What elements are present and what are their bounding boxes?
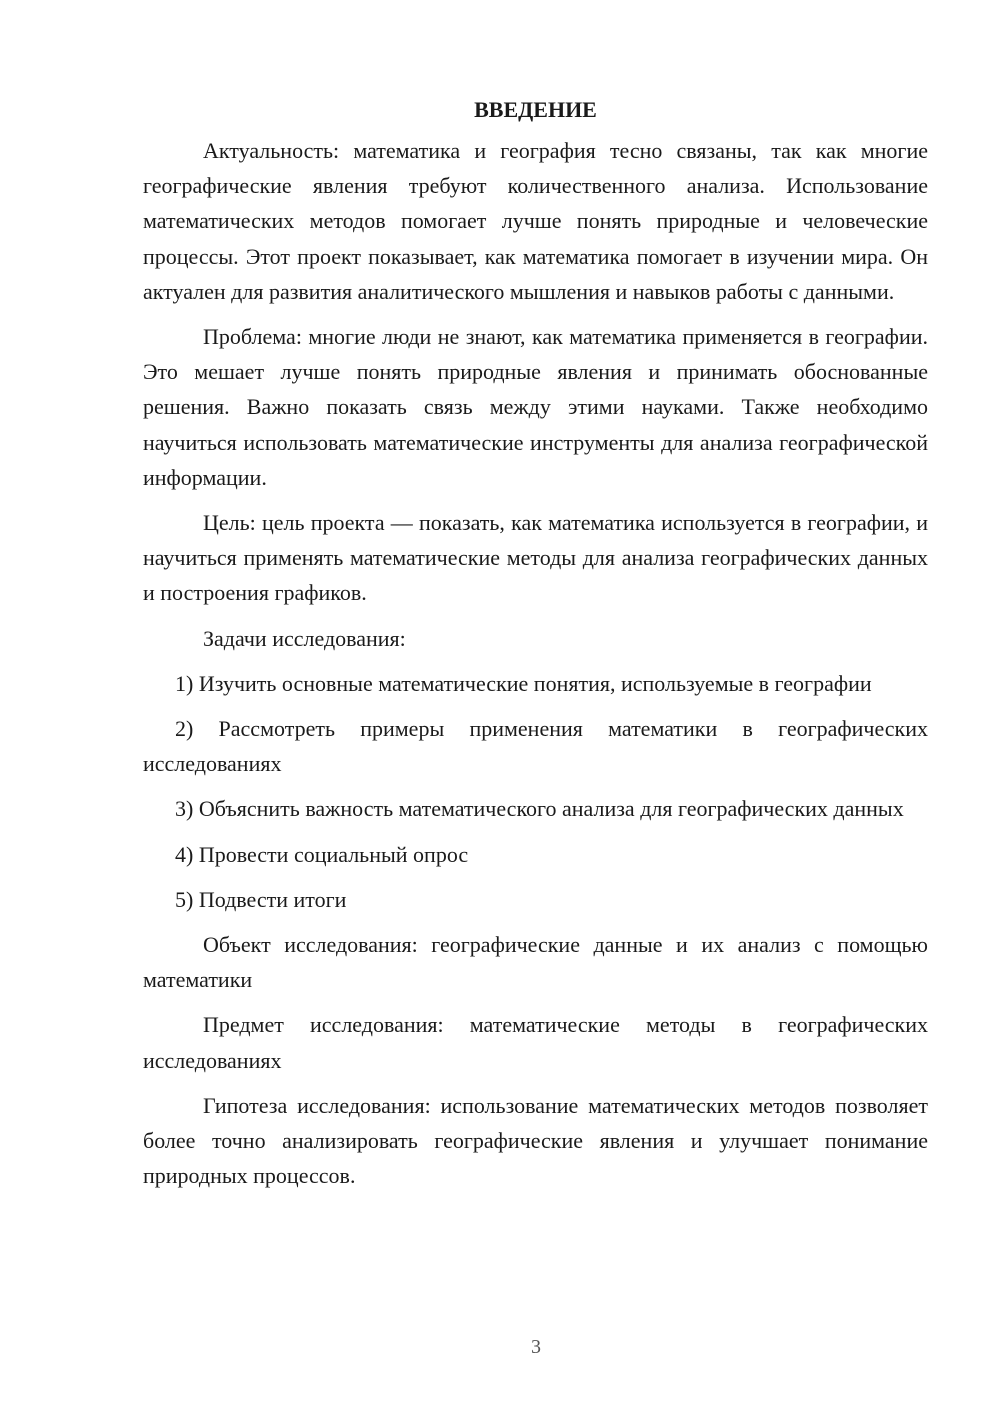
paragraph-problem: Проблема: многие люди не знают, как математика применяется в географии. Это мешает лучше понять природные явления и принимать обоснованные решения. Важно показать связь между этими науками. Также необходимо научиться использовать математические инструменты для анализа географической информации.	[143, 324, 928, 490]
list-item: 4) Провести социальный опрос	[175, 841, 469, 867]
list-item: 1) Изучить основные математические понятия, используемые в географии	[175, 670, 872, 696]
document-page	[143, 95, 928, 1203]
page-title: ВВЕДЕНИЕ	[474, 97, 597, 122]
paragraph-tasks-intro: Задачи исследования:	[203, 625, 406, 651]
page-number: 3	[531, 1336, 541, 1358]
paragraph-subject: Предмет исследования: математические методы в географических исследованиях	[143, 1012, 928, 1073]
list-item: 5) Подвести итоги	[175, 886, 347, 912]
paragraph-object: Объект исследования: географические данные и их анализ с помощью математики	[143, 932, 928, 993]
task-list	[143, 666, 928, 917]
paragraph-relevance: Актуальность: математика и география тесно связаны, так как многие географические явления требуют количественного анализа. Использование математических методов помогает лучше понять природные и человеческие процессы. Этот проект показывает, как математика помогает в изучении мира. Он актуален для развития аналитического мышления и навыков работы с данными.	[143, 138, 928, 304]
list-item: 2) Рассмотреть примеры применения математики в географических исследованиях	[143, 716, 928, 777]
list-item: 3) Объяснить важность математического анализа для географических данных	[175, 796, 904, 822]
paragraph-goal: Цель: цель проекта — показать, как математика используется в географии, и научиться применять математические методы для анализа географических данных и построения графиков.	[143, 510, 928, 606]
paragraph-hypothesis: Гипотеза исследования: использование математических методов позволяет более точно анализировать географические явления и улучшает понимание природных процессов.	[143, 1092, 928, 1189]
